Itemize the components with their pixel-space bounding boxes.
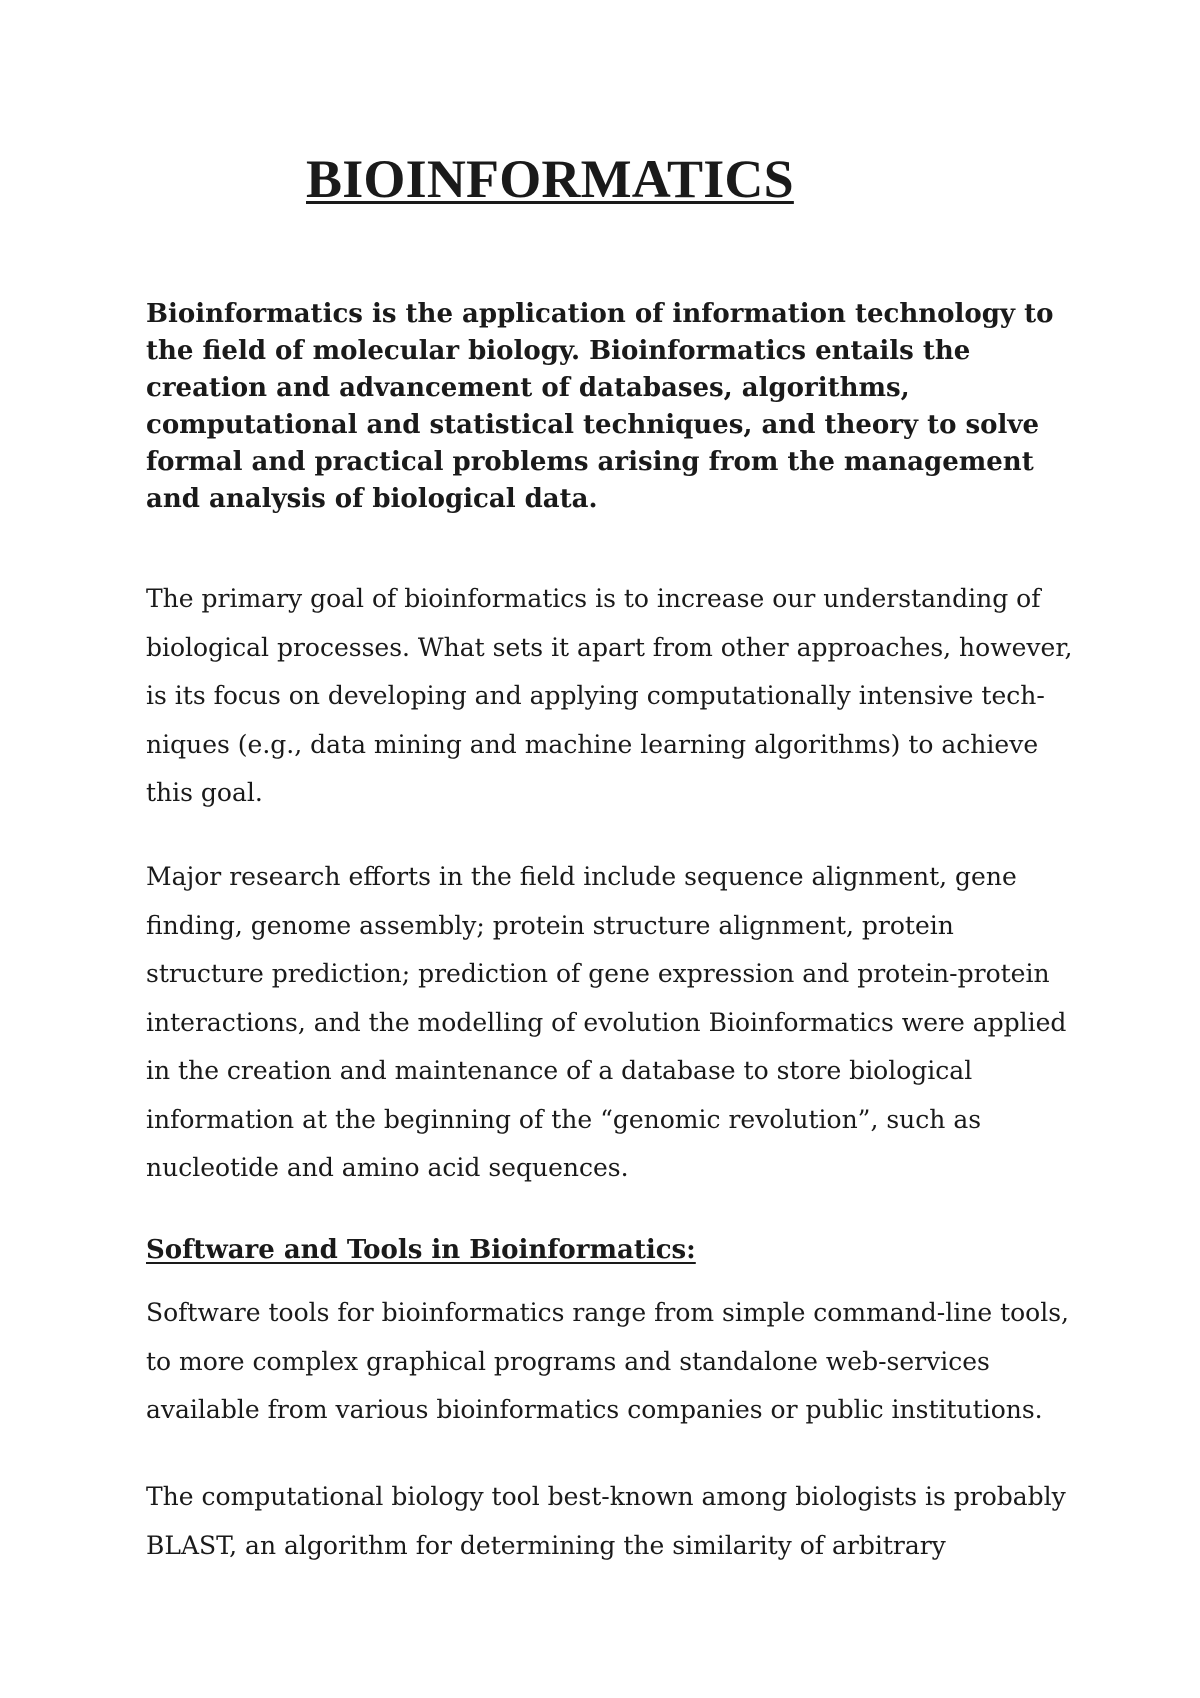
paragraph-line: available from various bioinformatics companies or public institutions. (146, 1395, 1043, 1424)
paragraph-line: Major research efforts in the field include sequence alignment, gene (146, 862, 1017, 891)
intro-line: computational and statistical techniques, and theory to solve (146, 410, 1040, 440)
research-paragraph (146, 853, 1076, 1193)
paragraph-line: BLAST, an algorithm for determining the similarity of arbitrary (146, 1530, 946, 1560)
paragraph-line: is its focus on developing and applying computationally intensive tech- (146, 681, 1045, 710)
paragraph-line: biological processes. What sets it apart from other approaches, however, (146, 632, 1073, 662)
paragraph-line: information at the beginning of the “genomic revolution”, such as (146, 1104, 982, 1134)
paragraph-line: in the creation and maintenance of a database to store biological (146, 1056, 973, 1085)
intro-line: and analysis of biological data. (146, 484, 598, 514)
software-paragraph (146, 1289, 1076, 1435)
intro-line: formal and practical problems arising from the management (146, 447, 1034, 477)
intro-line: the field of molecular biology. Bioinformatics entails the (146, 336, 971, 366)
paragraph-line: Software tools for bioinformatics range from simple command-line tools, (146, 1298, 1069, 1327)
paragraph-line: The primary goal of bioinformatics is to increase our understanding of (146, 584, 1041, 613)
paragraph-line: nucleotide and amino acid sequences. (146, 1153, 629, 1182)
paragraph-line: interactions, and the modelling of evolution Bioinformatics were applied (146, 1007, 1067, 1037)
paragraph-line: this goal. (146, 778, 263, 807)
paragraph-line: niques (e.g., data mining and machine learning algorithms) to achieve (146, 729, 1039, 759)
section-heading: Software and Tools in Bioinformatics: (146, 1235, 696, 1265)
paragraph-line: finding, genome assembly; protein structure alignment, protein (146, 910, 954, 940)
intro-line: creation and advancement of databases, algorithms, (146, 373, 910, 403)
paragraph-line: to more complex graphical programs and standalone web-services (146, 1346, 990, 1376)
intro-line: Bioinformatics is the application of information technology to (146, 299, 1054, 329)
paragraph-line: structure prediction; prediction of gene expression and protein-protein (146, 959, 1050, 988)
intro-paragraph (146, 296, 1076, 518)
blast-paragraph (146, 1473, 1076, 1570)
document-title: BIOINFORMATICS (306, 149, 794, 209)
paragraph-line: The computational biology tool best-known among biologists is probably (146, 1482, 1066, 1511)
goal-paragraph (146, 575, 1076, 818)
